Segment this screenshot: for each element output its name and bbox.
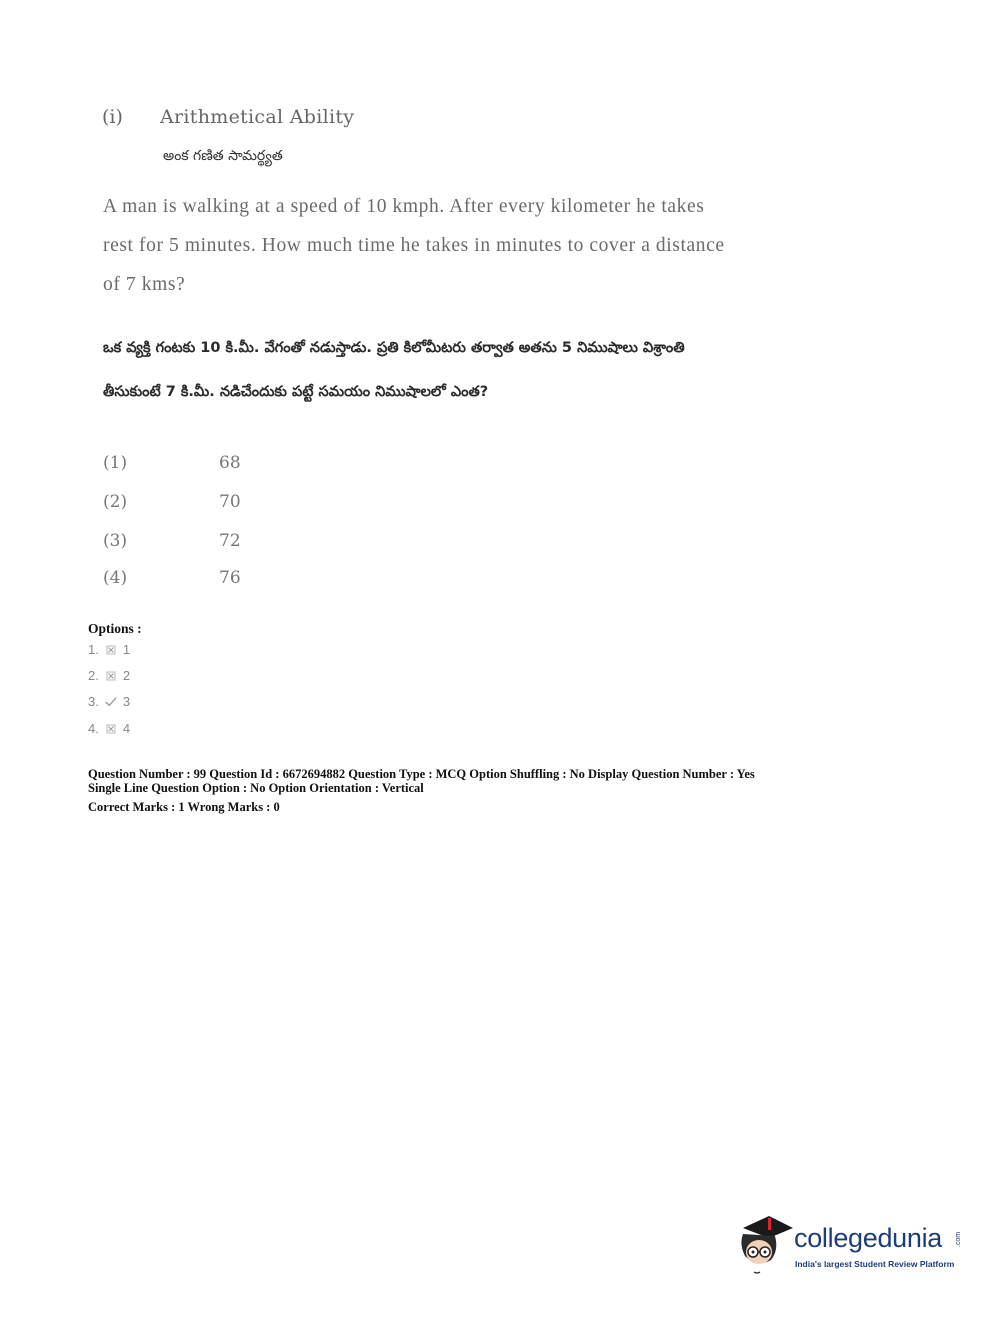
option-item [88,642,130,657]
logo-domain-suffix: .com [955,1231,963,1248]
answer-number: (4) [103,568,128,588]
option-item [88,668,130,683]
logo-wordmark: collegedunia [794,1223,943,1253]
check-icon [105,696,117,708]
section-title: Arithmetical Ability [160,106,355,128]
option-value: 3 [122,694,131,709]
answer-number: (2) [103,492,128,512]
option-index: 3. [88,694,99,709]
option-value: 2 [122,668,131,683]
option-index: 2. [88,668,99,683]
answer-number: (1) [103,453,128,473]
mascot-icon [735,1210,795,1280]
answer-value: 68 [219,453,241,473]
answer-value: 76 [219,568,241,588]
section-number: (i) [102,106,123,128]
question-text-telugu-line: తీసుకుంటే 7 కి.మీ. నడిచేందుకు పట్టే సమయం నిముషాలలో ఎంత? [103,384,489,400]
option-value: 4 [122,721,131,736]
question-text-english-line: rest for 5 minutes. How much time he takes in minutes to cover a distance [103,235,725,256]
cross-icon [105,644,117,656]
marks-metadata-line: Correct Marks : 1 Wrong Marks : 0 [88,800,280,814]
question-metadata-line: Question Number : 99 Question Id : 6672694882 Question Type : MCQ Option Shuffling : No Display Question Number : Yes [88,767,755,781]
question-metadata-line: Single Line Question Option : No Option Orientation : Vertical [88,781,424,795]
option-value: 1 [122,642,131,657]
answer-value: 72 [219,531,241,551]
answer-value: 70 [219,492,241,512]
question-text-telugu-line: ఒక వ్యక్తి గంటకు 10 కి.మీ. వేగంతో నడుస్తాడు. ప్రతి కిలోమీటరు తర్వాత అతను 5 నిముషాలు విశ్రాంతి [103,340,685,356]
logo-tagline: India's largest Student Review Platform [795,1259,955,1269]
option-item [88,694,130,709]
option-index: 1. [88,642,99,657]
option-index: 4. [88,721,99,736]
answer-number: (3) [103,531,128,551]
question-text-english-line: of 7 kms? [103,274,186,295]
option-item [88,721,130,736]
cross-icon [105,723,117,735]
cross-icon [105,670,117,682]
question-text-english-line: A man is walking at a speed of 10 kmph. After every kilometer he takes [103,196,705,217]
section-title-telugu: అంక గణిత సామర్థ్యత [163,148,283,164]
options-label: Options : [88,621,142,636]
